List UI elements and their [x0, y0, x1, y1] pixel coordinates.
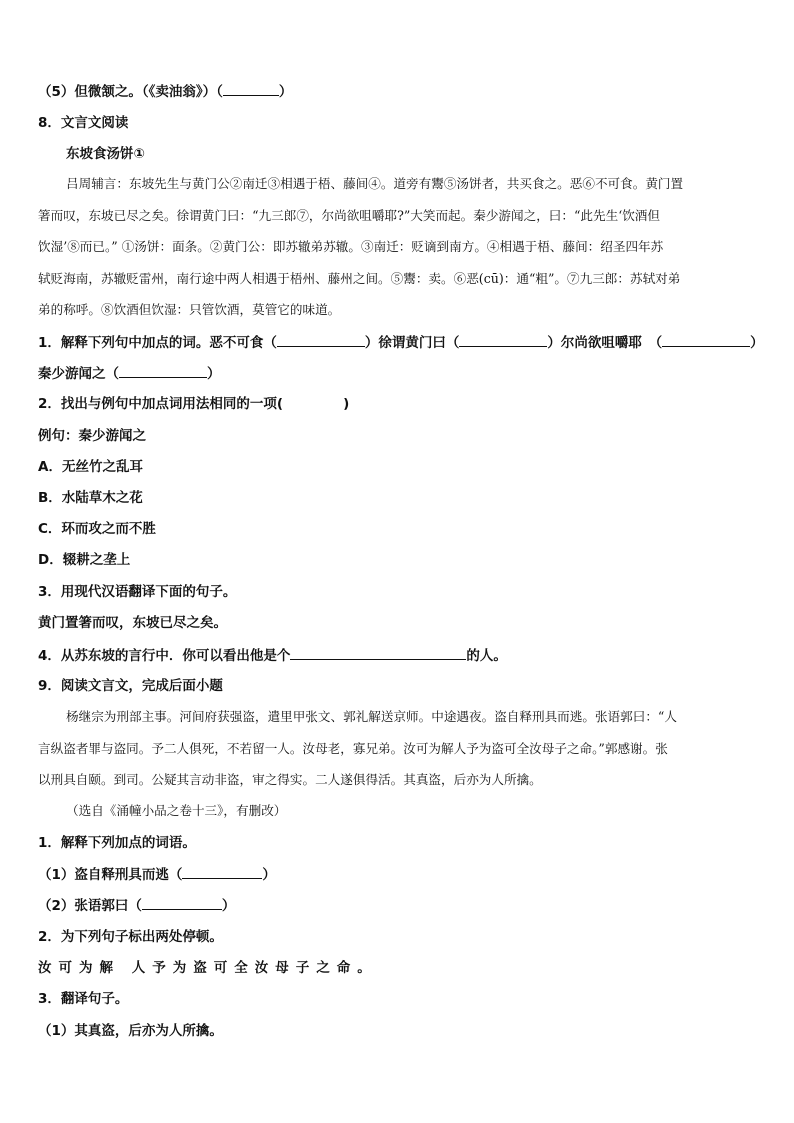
q9-sub1-item2: （2）张语郭曰（ ）	[38, 898, 236, 914]
passage-line: 轼贬海南，苏辙贬雷州，南行途中两人相遇于梧州、藤州之间。⑤鬻：卖。⑥恶(cū)：通“粗”。⑦九三郎：苏轼对弟	[38, 271, 681, 286]
passage-line: 杨继宗为刑部主事。河间府获强盗，遣里甲张文、郭礼解送京师。中途遇夜。盗自释刑具而逃。张语郭曰：“人	[66, 709, 677, 724]
answer-blank[interactable]	[459, 333, 547, 347]
answer-blank[interactable]	[142, 896, 222, 910]
q9-sub2: 2．为下列句子标出两处停顿。	[38, 929, 223, 945]
option-d[interactable]: D．辍耕之垄上	[38, 552, 131, 568]
q8-sub1-cont: 秦少游闻之（ ）	[38, 366, 221, 382]
q9-sub1-item1: （1）盗自释刑具而逃（ ）	[38, 867, 276, 883]
example-sentence: 例句：秦少游闻之	[38, 428, 146, 444]
passage-line: 以刑具自颐。到司。公疑其言动非盗，审之得实。二人遂俱得活。其真盗，后亦为人所擒。	[38, 772, 542, 787]
option-a[interactable]: A．无丝竹之乱耳	[38, 459, 143, 475]
answer-blank[interactable]	[662, 333, 750, 347]
q8-sub1: 1．解释下列句中加点的词。恶不可食（ ）徐谓黄门曰（ ）尔尚欲咀嚼耶 （ ）	[38, 335, 764, 351]
option-c[interactable]: C．环而攻之而不胜	[38, 521, 156, 537]
q5-close: ）	[278, 84, 293, 100]
q9-sub3: 3．翻译句子。	[38, 991, 129, 1007]
q8-sub3: 3．用现代汉语翻译下面的句子。	[38, 584, 237, 600]
passage-line: 箸而叹，东坡已尽之矣。徐谓黄门曰：“九三郎⑦，尔尚欲咀嚼耶?”大笑而起。秦少游闻之，曰：“此先生‘饮酒但	[38, 208, 660, 223]
q5-line	[38, 82, 758, 101]
pause-sentence: 汝可为解 人予为盗可全汝母子之命。	[38, 960, 378, 976]
passage-title: 东坡食汤饼①	[66, 146, 145, 162]
q8-sub4: 4．从苏东坡的言行中．你可以看出他是个 的人。	[38, 648, 507, 664]
answer-blank[interactable]	[119, 364, 207, 378]
passage-line: 吕周辅言：东坡先生与黄门公②南迁③相遇于梧、藤间④。道旁有鬻⑤汤饼者，共买食之。恶⑥不可食。黄门置	[66, 176, 684, 191]
q9-sub3-item: （1）其真盗，后亦为人所擒。	[38, 1023, 223, 1039]
answer-blank[interactable]	[277, 333, 365, 347]
q8-sub2: 2．找出与例句中加点词用法相同的一项( )	[38, 396, 350, 412]
answer-blank[interactable]	[290, 646, 466, 660]
source-note: （选自《涌幢小品之卷十三》，有删改）	[66, 803, 287, 818]
answer-blank[interactable]	[223, 82, 279, 96]
q5-text: （5）但微颔之。（《卖油翁》）（	[38, 84, 223, 100]
answer-blank[interactable]	[182, 865, 262, 879]
passage-line: 弟的称呼。⑧饮酒但饮湿：只管饮酒，莫管它的味道。	[38, 302, 341, 317]
q9-sub1: 1．解释下列加点的词语。	[38, 835, 196, 851]
passage-line: 饮湿’⑧而已。” ①汤饼：面条。②黄门公：即苏辙弟苏辙。③南迁：贬谪到南方。④相遇于梧、藤间：绍圣四年苏	[38, 239, 664, 254]
option-b[interactable]: B．水陆草木之花	[38, 490, 143, 506]
passage-line: 言纵盗者罪与盗同。予二人俱死，不若留一人。汝母老，寡兄弟。汝可为解人予为盗可全汝母子之命。”郭感谢。张	[38, 741, 668, 756]
translate-sentence: 黄门置箸而叹，东坡已尽之矣。	[38, 615, 227, 631]
q8-heading: 8．文言文阅读	[38, 115, 129, 131]
q9-heading: 9．阅读文言文，完成后面小题	[38, 678, 223, 694]
